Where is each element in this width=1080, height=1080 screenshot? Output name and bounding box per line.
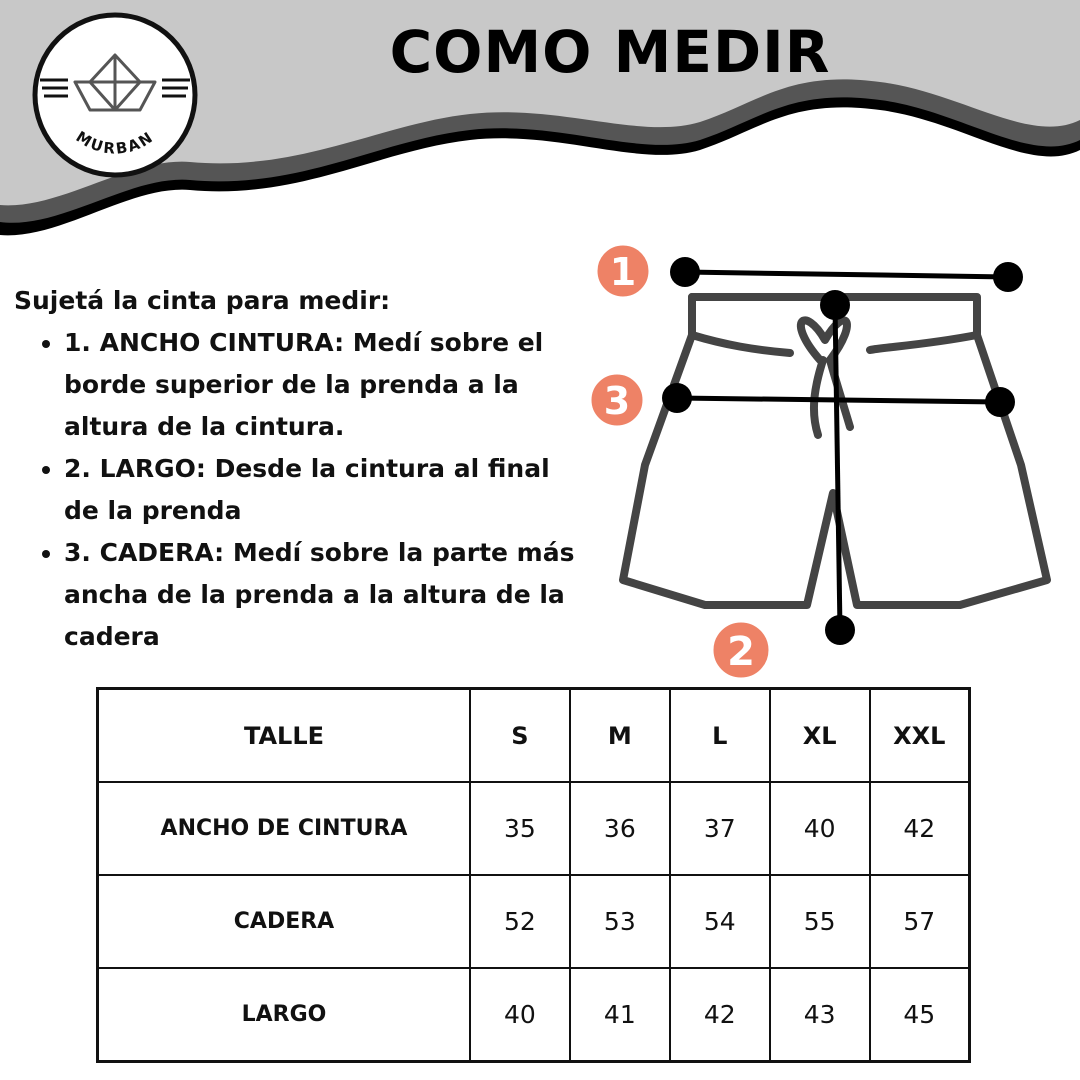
size-table <box>96 687 971 1063</box>
instructions-intro: Sujetá la cinta para medir: <box>14 286 391 315</box>
measure-endpoints <box>662 257 1023 645</box>
table-cell: 55 <box>770 875 870 968</box>
table-cell: 37 <box>670 782 770 875</box>
marker-2 <box>711 620 771 680</box>
table-cell: 42 <box>870 782 970 875</box>
instruction-hip: • 3. CADERA: Medí sobre la parte más ancha de la prenda a la altura de la cadera <box>64 532 584 658</box>
table-cell: 41 <box>570 968 670 1062</box>
size-column-header: XXL <box>870 689 970 783</box>
table-cell: 52 <box>470 875 570 968</box>
marker-1-label: 1 <box>609 250 637 294</box>
table-cell: 42 <box>670 968 770 1062</box>
page-title: COMO MEDIR <box>389 18 831 86</box>
table-cell: 35 <box>470 782 570 875</box>
table-cell: 36 <box>570 782 670 875</box>
table-header-row <box>98 689 970 783</box>
instruction-waist: • 1. ANCHO CINTURA: Medí sobre el borde superior de la prenda a la altura de la cintura. <box>64 322 584 448</box>
shorts-diagram <box>585 235 1065 695</box>
table-row <box>98 782 970 875</box>
instruction-length: • 2. LARGO: Desde la cintura al final de la prenda <box>64 448 584 532</box>
size-column-header: XL <box>770 689 870 783</box>
marker-3 <box>589 372 645 428</box>
size-column-header: M <box>570 689 670 783</box>
marker-3-label: 3 <box>603 379 631 423</box>
table-cell: 40 <box>470 968 570 1062</box>
table-row <box>98 968 970 1062</box>
size-column-header: L <box>670 689 770 783</box>
measure-lines <box>677 272 1008 630</box>
row-label: LARGO <box>98 968 471 1062</box>
instructions-list <box>14 322 584 658</box>
row-label: CADERA <box>98 875 471 968</box>
marker-2-label: 2 <box>727 629 755 675</box>
table-cell: 57 <box>870 875 970 968</box>
table-cell: 40 <box>770 782 870 875</box>
brand-logo <box>30 10 200 180</box>
marker-1 <box>595 243 651 299</box>
row-label: ANCHO DE CINTURA <box>98 782 471 875</box>
instructions <box>14 280 584 658</box>
brand-name: MURBAN <box>72 127 158 158</box>
table-cell: 45 <box>870 968 970 1062</box>
size-header-label: TALLE <box>98 689 471 783</box>
table-cell: 53 <box>570 875 670 968</box>
size-column-header: S <box>470 689 570 783</box>
table-cell: 43 <box>770 968 870 1062</box>
table-row <box>98 875 970 968</box>
table-cell: 54 <box>670 875 770 968</box>
